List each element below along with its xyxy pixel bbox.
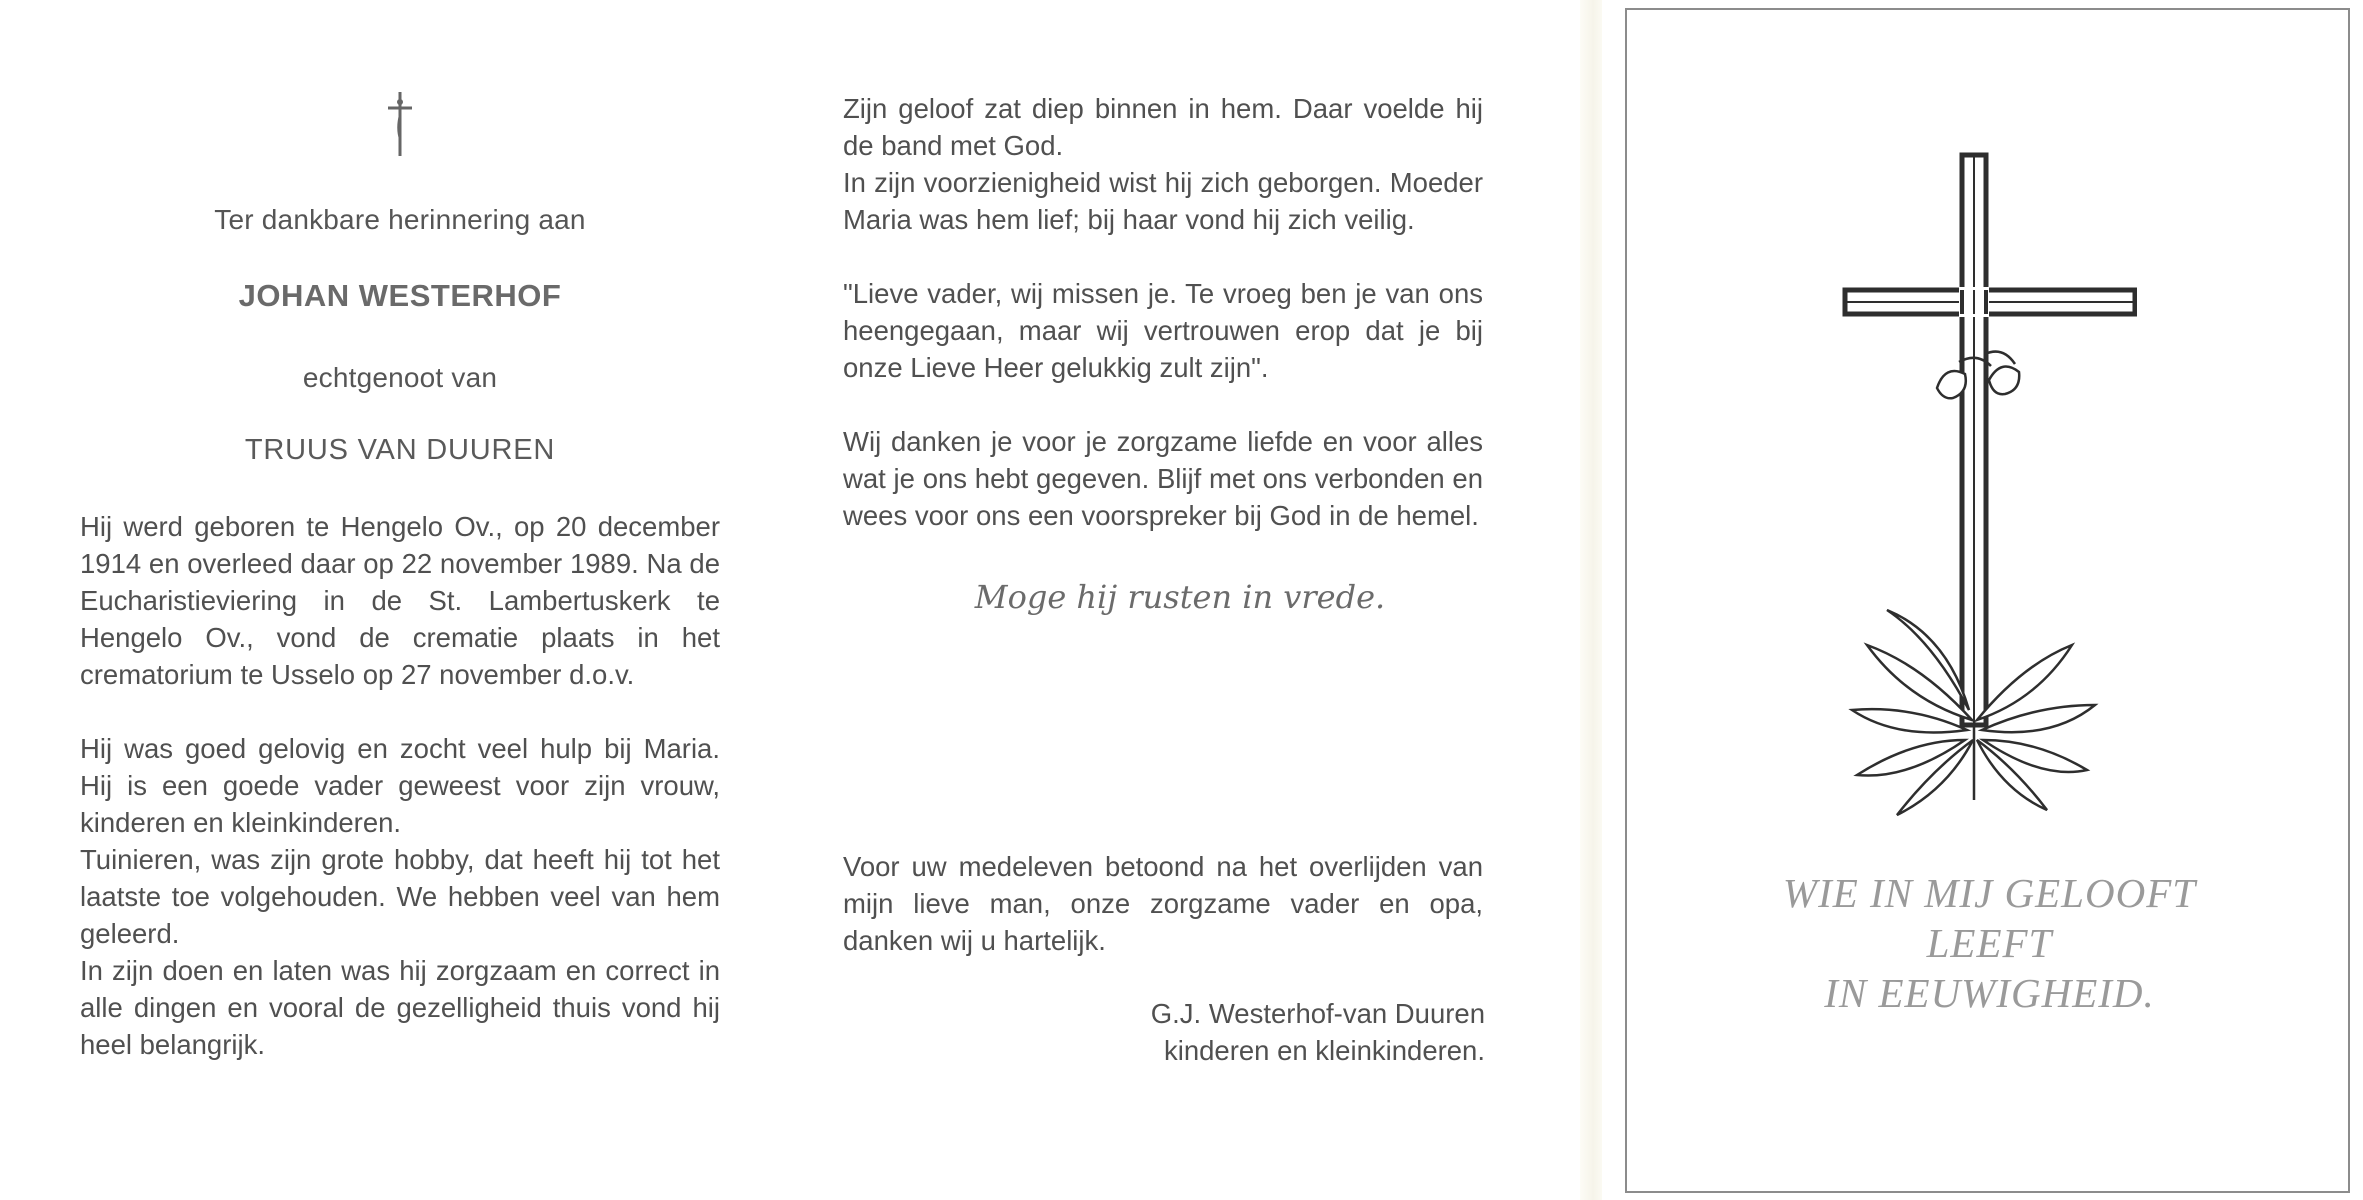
signature — [1151, 995, 1485, 1069]
motto-line-1: WIE IN MIJ GELOOFT — [1782, 870, 2197, 916]
signature-name: G.J. Westerhof-van Duuren — [1150, 998, 1485, 1029]
middle-body — [843, 90, 1483, 534]
cross-with-flowers-icon — [1837, 140, 2137, 820]
faith-bond-paragraph: Zijn geloof zat diep binnen in hem. Daar voelde hij de band met God. — [843, 93, 1483, 161]
spouse-name: TRUUS VAN DUUREN — [244, 434, 556, 466]
rest-in-peace-quote: Moge hij rusten in vrede. — [974, 578, 1386, 616]
hobby-paragraph: Tuinieren, was zijn grote hobby, dat heeft hij tot het laatste toe volgehouden. We hebben veel van hem geleerd. — [80, 844, 720, 949]
heading: Ter dankbare herinnering aan — [214, 204, 586, 235]
card-fold — [1580, 0, 1602, 1200]
biography-paragraph: Hij werd geboren te Hengelo Ov., op 20 december 1914 en overleed daar op 22 november 1989. Na de Eucharistieviering in de St. Lambertuskerk te Hengelo Ov., vond de crematie plaats in het crematorium te Usselo op 27 november d.o.v. — [80, 511, 720, 690]
character-paragraph: In zijn doen en laten was hij zorgzaam en correct in alle dingen en vooral de gezelligheid thuis vond hij heel belangrijk. — [80, 955, 720, 1060]
signature-family: kinderen en kleinkinderen. — [1163, 1035, 1485, 1066]
small-crucifix-icon — [382, 88, 418, 160]
faith-paragraph: Hij was goed gelovig en zocht veel hulp bij Maria. Hij is een goede vader geweest voor zijn vrouw, kinderen en kleinkinderen. — [80, 733, 720, 838]
motto-line-3: IN EEUWIGHEID. — [1824, 970, 2155, 1016]
middle-panel — [780, 0, 1580, 1200]
left-body — [80, 508, 720, 1063]
missing-father-paragraph: "Lieve vader, wij missen je. Te vroeg ben je van ons heengegaan, maar wij vertrouwen erop dat je bij onze Lieve Heer gelukkig zult zijn". — [843, 278, 1483, 383]
motto-line-2: LEEFT — [1926, 920, 2053, 966]
providence-paragraph: In zijn voorzienigheid wist hij zich geborgen. Moeder Maria was hem lief; bij haar vond hij zich veilig. — [843, 167, 1483, 235]
front-card — [1625, 8, 2350, 1193]
deceased-name: JOHAN WESTERHOF — [238, 278, 562, 313]
relation-text: echtgenoot van — [302, 362, 498, 393]
motto — [1627, 868, 2352, 1018]
thanks-paragraph: Voor uw medeleven betoond na het overlijden van mijn lieve man, onze zorgzame vader en opa, danken wij u hartelijk. — [843, 851, 1483, 956]
gratitude-paragraph: Wij danken je voor je zorgzame liefde en voor alles wat je ons hebt gegeven. Blijf met ons verbonden en wees voor ons een voorspreker bij God in de hemel. — [843, 426, 1483, 531]
left-panel — [0, 0, 780, 1200]
